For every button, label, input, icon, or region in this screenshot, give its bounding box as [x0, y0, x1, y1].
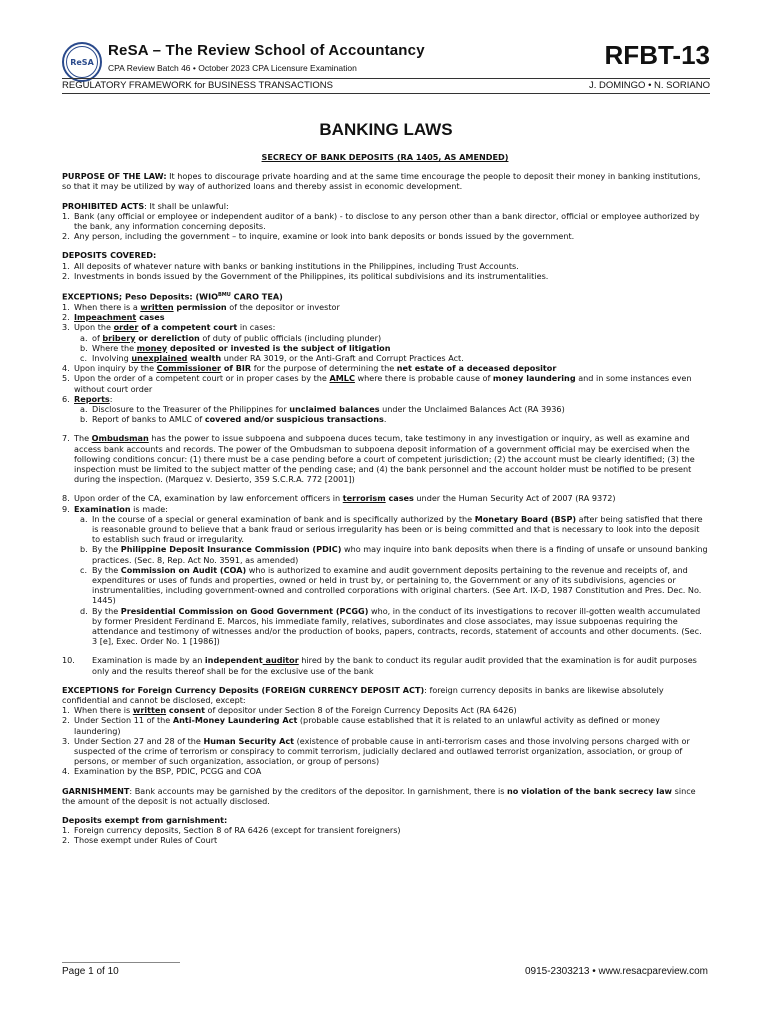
- garnishment-paragraph: GARNISHMENT: Bank accounts may be garnished by the creditors of the depositor. In garnishment, there is no violation of the bank secrecy law since the amount of the deposit is not actually disclosed.: [62, 785, 696, 806]
- list-item: c. By the Commission on Audit (COA) who is authorized to examine and audit government deposits pertaining to the revenue and receipts of, and expenditures or uses of funds and properties, owned or held in trust by, or pertaining to, the Government or any of its subdivisions, agencies or instrumentalities, including government-owned and controlled corporations with original charters. (See Art. IX-D, 1987 Constitution and Pres. Dec. No. 1445): [80, 564, 702, 606]
- list-item: 9. Examination is made:: [62, 503, 168, 514]
- list-item: b. Report of banks to AMLC of covered and/or suspicious transactions.: [80, 414, 387, 425]
- list-item: d. By the Presidential Commission on Good Government (PCGG) who, in the conduct of its investigations to recover ill-gotten wealth accumulated by former President Ferdinand E. Marcos, his immediate family, relatives, subordinates and close associates, may issue subpoenas requiring the attendance and testimony of witnesses and/or the production of books, papers, contracts, records, statement of accounts and other documents. (Sec. 3 [e], Exec. Order No. 1 [1986]): [80, 605, 702, 647]
- subject-bar: [62, 78, 710, 94]
- list-item: 4. Examination by the BSP, PDIC, PCGG and COA: [62, 766, 262, 777]
- list-item: 3. Upon the order of a competent court in cases:: [62, 322, 276, 333]
- purpose-paragraph: PURPOSE OF THE LAW: It hopes to discourage private hoarding and at the same time encourage the people to deposit their money in banking institutions, so that it may be utilized by way of authorized loans and thereby assist in economic development.: [62, 171, 701, 192]
- authors: J. DOMINGO • N. SORIANO: [588, 80, 710, 91]
- list-item: 2. Impeachment cases: [62, 312, 165, 323]
- list-item: 1. When there is written consent of depositor under Section 8 of the Foreign Currency Deposits Act (RA 6426): [62, 705, 517, 716]
- list-item: 3. Under Section 27 and 28 of the Human Security Act (existence of probable cause in anti-terrorism cases and those involving persons charged with or suspected of the crime of terrorism or conspiracy to commit terrorism, judicially declared and outlawed terrorist organization, association, or group of persons, or member of such organization, association, or group of persons): [62, 735, 690, 767]
- school-seal-icon: [62, 42, 102, 82]
- page-number: Page 1 of 10: [62, 966, 119, 977]
- list-item: a. In the course of a special or general examination of bank and is specifically authorized by the Monetary Board (BSP) after being satisfied that there is reasonable ground to believe that a bank fraud or serious irregularity has been or is being committed and that is necessary to look into the deposit to establish such fraud or irregularity.: [80, 513, 703, 545]
- section-subtitle: SECRECY OF BANK DEPOSITS (RA 1405, AS AMENDED): [261, 152, 509, 162]
- list-item: b. By the Philippine Deposit Insurance Commission (PDIC) who may inquire into bank deposits when there is a finding of unsafe or unsound banking practices. (Sec. 8, Rep. Act No. 3591, as amended): [80, 544, 708, 565]
- deposits-covered: DEPOSITS COVERED: 1. All deposits of whatever nature with banks or banking institutions in the Philippines, including Trust Accounts. 2. Investments in bonds issued by the Government of the Philippines, its political subdivisions and its instrumentalities.: [62, 250, 708, 281]
- list-item: 10. Examination is made by an independent auditor hired by the bank to conduct its regular audit provided that the examination is for audit purposes only and the results thereof shall be for the exclusive use of the bank: [62, 655, 697, 676]
- list-item: 7. The Ombudsman has the power to issue subpoena and subpoena duces tecum, take testimony in any investigation or inquiry, as well as examine and access bank accounts and records. The power of the Ombudsman to subpoena deposit information of a government official may be exercised when the following conditions concur: (1) there must be a case pending before a court of competent jurisdiction; (2) the account must be clearly identified; (3) the inspection must be limited to the subject matter of the pending case; and (4) the bank personnel and the account holder must be notified to be present during the inspection. (Marquez v. Desierto, 359 S.C.R.A. 772 [2001]): [62, 433, 695, 485]
- school-name: ReSA – The Review School of Accountancy: [108, 42, 425, 59]
- list-item: 1. Foreign currency deposits, Section 8 of RA 6426 (except for transient foreigners): [62, 825, 401, 836]
- list-item: 2. Any person, including the government – to inquire, examine or look into bank deposits or bonds issued by the government.: [62, 231, 575, 242]
- batch-info: CPA Review Batch 46 • October 2023 CPA Licensure Examination: [108, 63, 357, 73]
- subject-title: REGULATORY FRAMEWORK for BUSINESS TRANSACTIONS: [62, 80, 333, 91]
- list-item: 4. Upon inquiry by the Commissioner of BIR for the purpose of determining the net estate of a deceased depositor: [62, 363, 557, 374]
- list-item: b. Where the money deposited or invested is the subject of litigation: [80, 342, 391, 353]
- list-item: 1. When there is a written permission of the depositor or investor: [62, 301, 340, 312]
- list-item: 2. Those exempt under Rules of Court: [62, 835, 218, 846]
- footer-divider: [62, 962, 180, 963]
- page-title: BANKING LAWS: [319, 120, 453, 139]
- list-item: 5. Upon the order of a competent court or in proper cases by the AMLC where there is probable cause of money laundering and in some instances even without court order: [62, 373, 692, 394]
- list-item: 1. Bank (any official or employee or independent auditor of a bank) - to disclose to any person other than a bank director, official or employee authorized by the bank, any information concerning deposits.: [62, 210, 700, 232]
- exceptions-foreign-deposits: EXCEPTIONS for Foreign Currency Deposits (FOREIGN CURRENCY DEPOSIT ACT): foreign currency deposits in banks are likewise absolutely confidential and cannot be disclosed, except: 1. When there is written consent of depositor under Section 8 of the Foreign Currency Deposits Act (RA 6426) 2. Under Section 11 of the Anti-Money Laundering Act (probable cause established that it is related to an unlawful activity as defined or money laundering) 3. Under Section 27 and 28 of the Human Security Act (existence of probable cause in anti-terrorism cases and those involving persons charged with or suspected of the crime of terrorism or conspiracy to commit terrorism, judicially declared and outlawed terrorist organization, association, or group of persons, or member of such organization, association, or group of persons) 4. Examination by the BSP, PDIC, PCGG and COA: [62, 685, 708, 777]
- list-item: 2. Investments in bonds issued by the Government of the Philippines, its political subdivisions and its instrumentalities.: [62, 270, 549, 281]
- prohibited-acts: PROHIBITED ACTS: It shall be unlawful: 1. Bank (any official or employee or independent auditor of a bank) - to disclose to any person other than a bank director, official or employee authorized by the bank, any information concerning deposits. 2. Any person, including the government – to inquire, examine or look into bank deposits or bonds issued by the government.: [62, 201, 708, 242]
- list-item: 8. Upon order of the CA, examination by law enforcement officers in terrorism cases under the Human Security Act of 2007 (RA 9372): [62, 493, 616, 504]
- list-item: 2. Under Section 11 of the Anti-Money Laundering Act (probable cause established that it is related to an unlawful activity as defined or money laundering): [62, 715, 660, 736]
- exceptions-peso-deposits: EXCEPTIONS; Peso Deposits: ($WIO^{BMU}$ CARO TEA) 1. When there is a written permission of the depositor or investor 2. Impeachment cases 3. Upon the order of a competent court in cases: a. of bribery or dereliction of duty of public officials (including plunder) b. Where the money deposited or invested is the subject of litigation c. Involving unexplained wealth under RA 3019, or the Anti-Graft and Corrupt Practices Act. 4. Upon inquiry by the Commissioner of BIR for the purpose of determining the net estate of a deceased depositor 5. Upon the order of a competent court or in proper cases by the AMLC where there is probable cause of money laundering and in some instances even without court order 6. Reports: a. Disclosure to the Treasurer of the Philippines for unclaimed balances under the Unclaimed Balances Act (RA 3936) b. Report of banks to AMLC of covered and/or suspicious transactions. 7. The Ombudsman has the power to issue subpoena and subpoena duces tecum, take testimony in any investigation or inquiry, as well as examine and access bank accounts and records. The power of the Ombudsman to subpoena deposit information of a government official may be exercised when the following conditions concur: (1) there must be a case pending before a court of competent jurisdiction; (2) the account must be clearly identified; (3) the inspection must be limited to the subject matter of the pending case; and (4) the bank personnel and the account holder must be notified to be present during the inspection. (Marquez v. Desierto, 359 S.C.R.A. 772 [2001]) 8. Upon order of the CA, examination by law enforcement officers in terrorism cases under the Human Security Act of 2007 (RA 9372) 9. Examination is made: a. In the course of a special or general examination of bank and is specifically authorized by the Monetary Board (BSP) after being satisfied that there is reasonable ground to believe that a bank fraud or serious irregularity has been or is being committed and that is necessary to look into the deposit to establish such fraud or irregularity. b. By the Philippine Deposit Insurance Commission (PDIC) who may inquire into bank deposits when there is a finding of unsafe or unsound banking practices. (Sec. 8, Rep. Act No. 3591, as amended) c. By the Commission on Audit (COA) who is authorized to examine and audit government deposits pertaining to the revenue and receipts of, and expenditures or uses of funds and properties, owned or held in trust by, or pertaining to, the Government or any of its subdivisions, agencies or instrumentalities, including government-owned and controlled corporations with original charters. (See Art. IX-D, 1987 Constitution and Pres. Dec. No. 1445) d. By the Presidential Commission on Good Government (PCGG) who, in the conduct of its investigations to recover ill-gotten wealth accumulated by former President Ferdinand E. Marcos, his immediate family, relatives, subordinates and close associates, may issue subpoenas requiring the attendance and testimony of witnesses and/or the production of books, papers, contracts, records, statement of accounts and other documents. (Sec. 3 [e], Exec. Order No. 1 [1986]) 10. Examination is made by an independent auditor hired by the bank to conduct its regular audit provided that the examination is for audit purposes only and the results thereof shall be for the exclusive use of the bank: [62, 291, 708, 676]
- document-body: [62, 152, 708, 846]
- list-item: 1. All deposits of whatever nature with banks or banking institutions in the Philippines, including Trust Accounts.: [62, 260, 519, 271]
- list-item: a. Disclosure to the Treasurer of the Philippines for unclaimed balances under the Unclaimed Balances Act (RA 3936): [80, 403, 565, 414]
- course-code: RFBT-13: [604, 40, 710, 70]
- contact-info: 0915-2303213 • www.resacpareview.com: [524, 966, 708, 977]
- list-item: 6. Reports:: [62, 393, 113, 404]
- list-item: a. of bribery or dereliction of duty of public officials (including plunder): [80, 332, 382, 343]
- deposits-exempt: Deposits exempt from garnishment: 1. Foreign currency deposits, Section 8 of RA 6426 (except for transient foreigners) 2. Those exempt under Rules of Court: [62, 815, 708, 846]
- list-item: c. Involving unexplained wealth under RA 3019, or the Anti-Graft and Corrupt Practices Act.: [80, 352, 464, 363]
- seal-logo-text: ReSA: [66, 46, 98, 78]
